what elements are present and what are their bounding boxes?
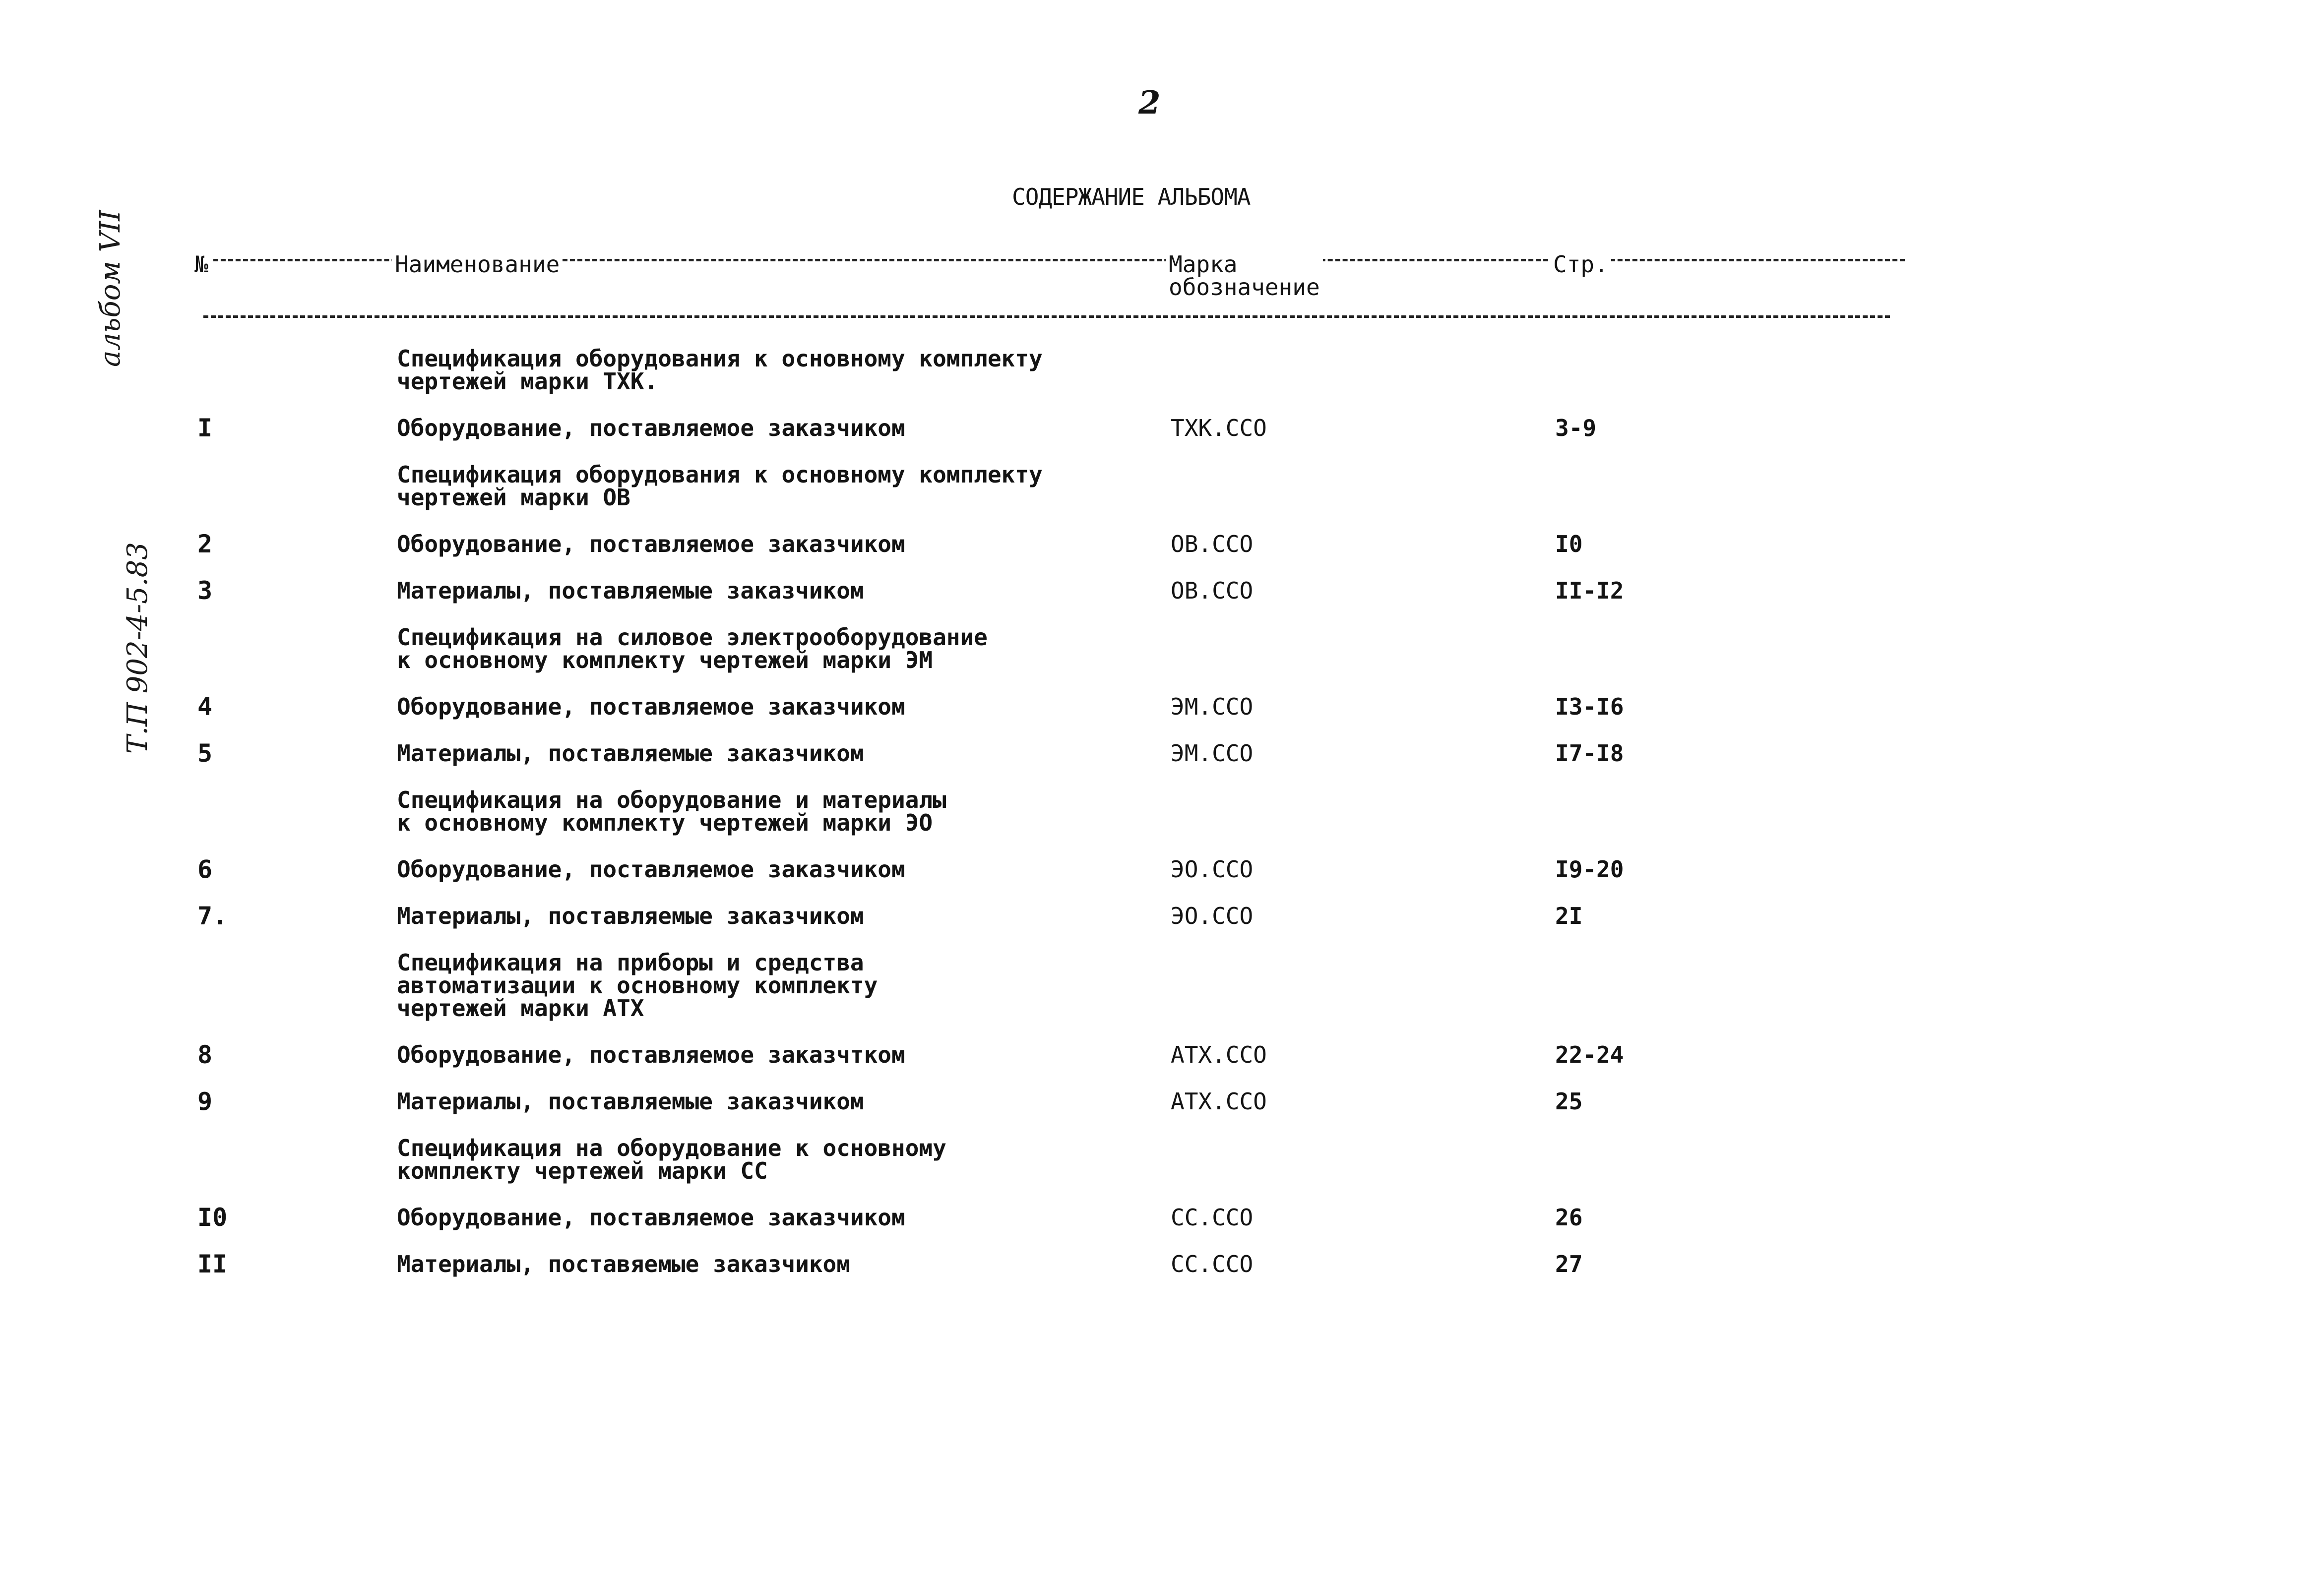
header-page: Стр.	[1550, 253, 1611, 276]
table-row	[0, 692, 2324, 721]
row-mark: АТХ.ССО	[1171, 1088, 1267, 1115]
row-mark: ЭМ.ССО	[1171, 693, 1254, 720]
row-number: 2	[197, 530, 213, 558]
row-page: I9-20	[1555, 856, 1624, 883]
row-number: 7.	[197, 902, 228, 930]
contents-table	[0, 347, 2324, 1299]
document-title: СОДЕРЖАНИЕ АЛЬБОМА	[1012, 183, 1251, 210]
table-row	[0, 902, 2324, 930]
row-page: 25	[1555, 1088, 1583, 1115]
row-mark: ЭМ.ССО	[1171, 740, 1254, 767]
margin-note-album: альбом VII	[94, 210, 126, 367]
row-name: Спецификация на оборудование к основному комплекту чертежей марки СС	[397, 1135, 946, 1184]
row-number: 5	[197, 739, 213, 768]
row-name: Материалы, поставляемые заказчиком	[397, 903, 864, 929]
table-row	[0, 855, 2324, 884]
row-number: 9	[197, 1087, 213, 1116]
table-row	[0, 1250, 2324, 1278]
header-name: Наименование	[392, 253, 563, 276]
row-number: 8	[197, 1040, 213, 1069]
row-name: Спецификация на оборудование и материалы к основному комплекту чертежей марки ЭО	[397, 787, 946, 836]
row-mark: ЭО.ССО	[1171, 903, 1254, 929]
table-row	[0, 739, 2324, 768]
row-number: II	[197, 1250, 228, 1278]
section-heading-row	[0, 626, 2324, 671]
page-number: 2	[1138, 84, 1161, 121]
row-name: Спецификация оборудования к основному комплекту чертежей марки ОВ	[397, 461, 1043, 511]
row-mark: ОВ.ССО	[1171, 577, 1254, 604]
row-mark: ЭО.ССО	[1171, 856, 1254, 883]
row-page: 26	[1555, 1204, 1583, 1231]
section-heading-row	[0, 788, 2324, 834]
row-page: I0	[1555, 531, 1583, 557]
row-name: Оборудование, поставляемое заказчиком	[397, 693, 905, 720]
row-mark: АТХ.ССО	[1171, 1041, 1267, 1068]
row-page: 27	[1555, 1251, 1583, 1277]
row-name: Оборудование, поставляемое заказчтком	[397, 1041, 905, 1068]
row-mark: СС.ССО	[1171, 1251, 1254, 1277]
row-name: Материалы, поставляемые заказчиком	[397, 1088, 864, 1115]
row-page: II-I2	[1555, 577, 1624, 604]
header-number: №	[191, 253, 211, 276]
row-name: Оборудование, поставляемое заказчиком	[397, 531, 905, 557]
row-page: I7-I8	[1555, 740, 1624, 767]
table-row	[0, 1087, 2324, 1116]
table-row	[0, 1203, 2324, 1232]
section-heading-row	[0, 951, 2324, 1020]
table-row	[0, 530, 2324, 558]
row-name: Материалы, поставляемые заказчиком	[397, 577, 864, 604]
row-mark: СС.ССО	[1171, 1204, 1254, 1231]
row-name: Оборудование, поставляемое заказчиком	[397, 1204, 905, 1231]
header-mark: Марка обозначение	[1166, 253, 1323, 299]
row-number: 4	[197, 692, 213, 721]
row-mark: ОВ.ССО	[1171, 531, 1254, 557]
row-name: Материалы, поставляемые заказчиком	[397, 740, 864, 767]
row-page: 3-9	[1555, 415, 1597, 441]
row-name: Спецификация на приборы и средства автоматизации к основному комплекту чертежей марки АТХ	[397, 949, 878, 1022]
section-heading-row	[0, 463, 2324, 509]
row-name: Оборудование, поставляемое заказчиком	[397, 856, 905, 883]
row-number: 3	[197, 576, 213, 605]
row-page: 2I	[1555, 903, 1583, 929]
row-page: 22-24	[1555, 1041, 1624, 1068]
row-number: I	[197, 414, 213, 442]
row-page: I3-I6	[1555, 693, 1624, 720]
margin-note-code: Т.П 902-4-5.83	[122, 542, 154, 754]
row-mark: ТХК.ССО	[1171, 415, 1267, 441]
table-row	[0, 576, 2324, 605]
header-rule-bottom	[203, 315, 1890, 318]
row-name: Спецификация оборудования к основному комплекту чертежей марки ТХК.	[397, 345, 1043, 395]
table-row	[0, 414, 2324, 442]
row-number: I0	[197, 1203, 228, 1232]
section-heading-row	[0, 1137, 2324, 1182]
table-row	[0, 1040, 2324, 1069]
section-heading-row	[0, 347, 2324, 393]
row-name: Материалы, поставяемые заказчиком	[397, 1251, 850, 1277]
row-name: Спецификация на силовое электрооборудование к основному комплекту чертежей марки ЭМ	[397, 624, 988, 673]
row-name: Оборудование, поставляемое заказчиком	[397, 415, 905, 441]
row-number: 6	[197, 855, 213, 884]
